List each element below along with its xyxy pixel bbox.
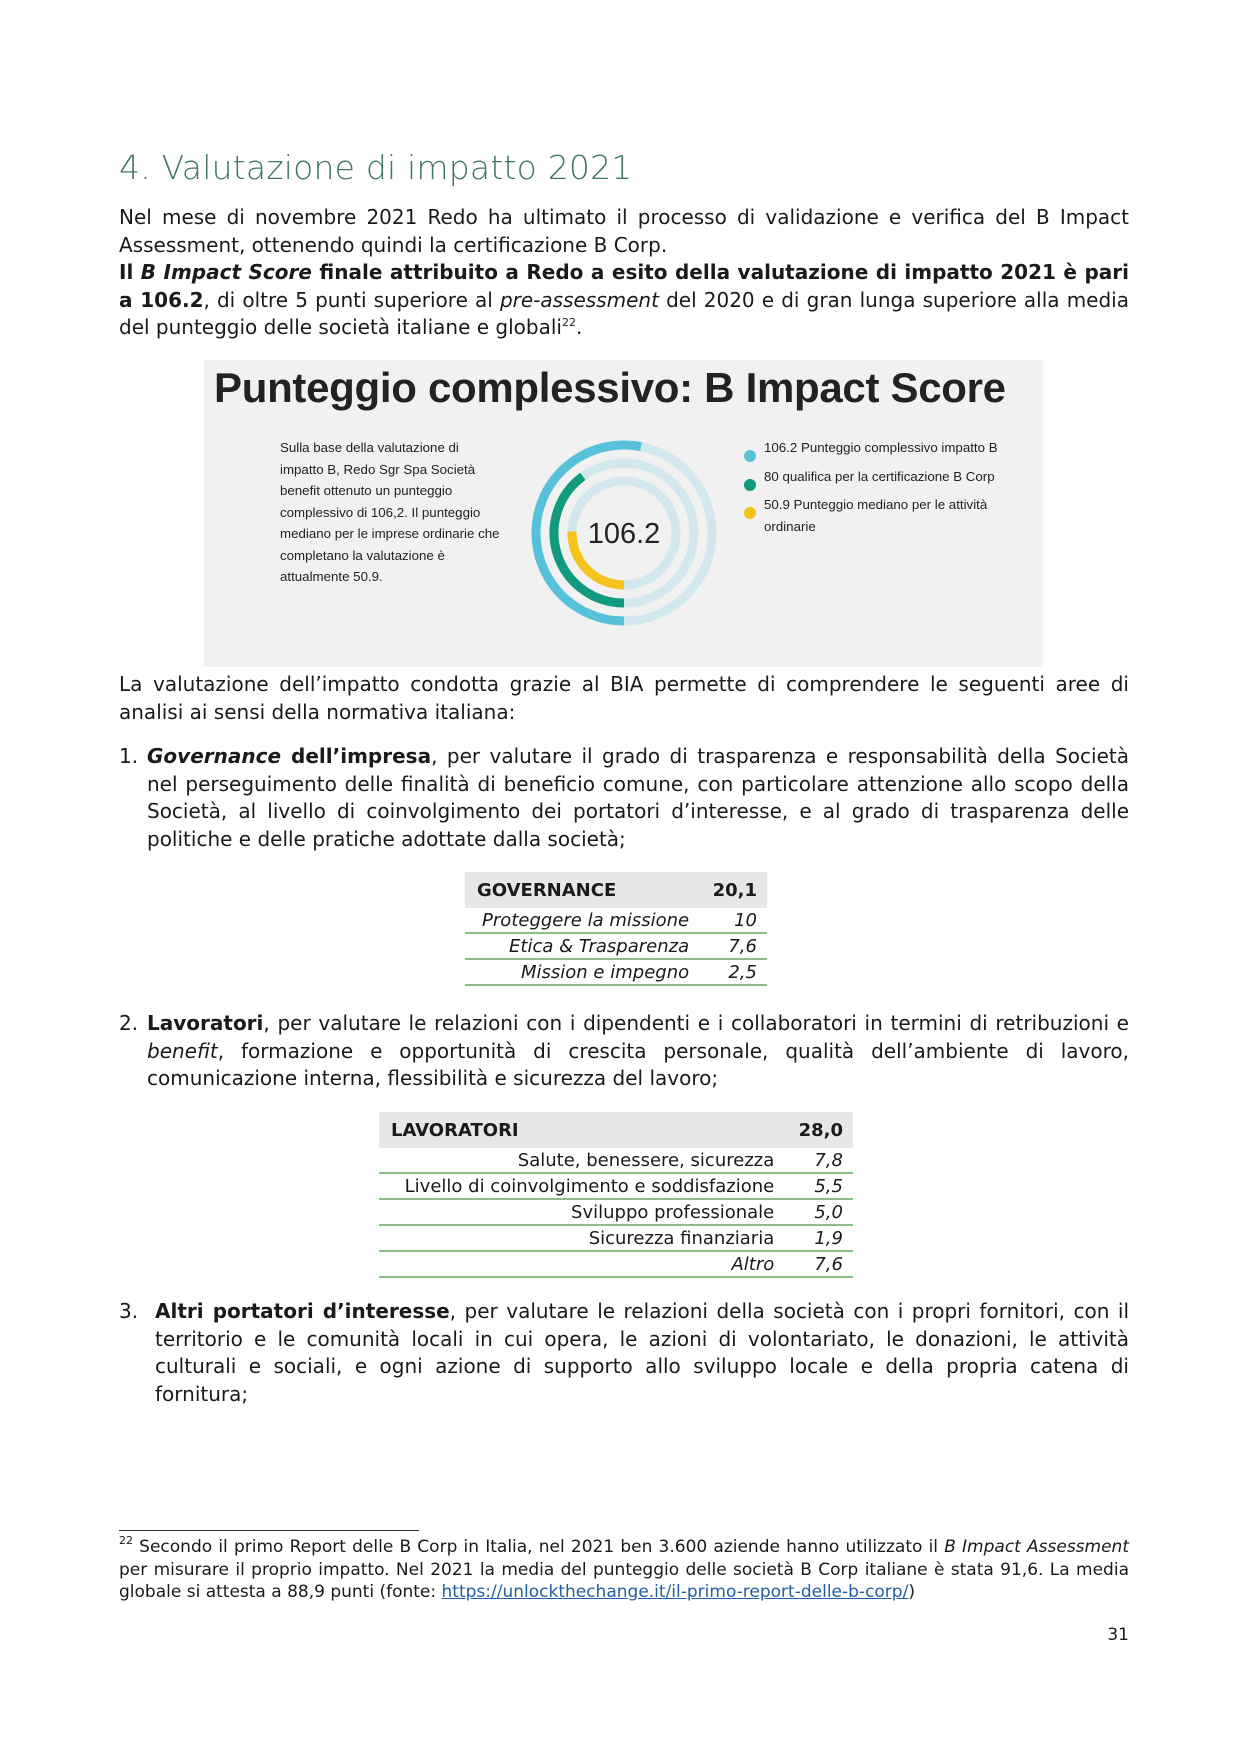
row-value: 7,6: [784, 1251, 853, 1277]
table-row: [379, 1251, 853, 1277]
page-number: 31: [1107, 1625, 1129, 1645]
row-value: 7,8: [784, 1148, 853, 1173]
row-value: 5,5: [784, 1173, 853, 1199]
areas-intro: La valutazione dell’impatto condotta grazie al BIA permette di comprendere le seguenti aree di analisi ai sensi della normativa italiana:: [119, 672, 1129, 724]
intro-text-1: , di oltre 5 punti superiore al: [203, 287, 500, 312]
row-label: Proteggere la missione: [465, 908, 699, 933]
legend-label: 106.2 Punteggio complessivo impatto B: [764, 440, 998, 455]
intro-end: .: [575, 315, 583, 339]
footnote-divider: [119, 1530, 419, 1531]
footnote-text-3: ): [908, 1582, 915, 1602]
workers-table: [379, 1112, 853, 1278]
intro-bold-1: Il: [119, 260, 141, 284]
list-item-stakeholders: [119, 1298, 1129, 1408]
legend-item-threshold: [744, 466, 1004, 488]
legend-label: 80 qualifica per la certificazione B Corp: [764, 468, 995, 484]
legend-dot-icon: [744, 479, 756, 491]
row-value: 1,9: [784, 1225, 853, 1251]
footnote: [119, 1536, 1129, 1604]
intro-bold-italic: B Impact Score: [140, 260, 312, 284]
intro-text-2: del 2020 e di gran lunga superiore alla media del punteggio delle società italiane e globali: [119, 287, 1129, 339]
b-impact-score-figure: [204, 360, 1043, 667]
list-item-workers: [119, 1010, 1129, 1093]
row-label: Salute, benessere, sicurezza: [379, 1148, 784, 1173]
intro-text: [119, 204, 1129, 342]
footnote-text-1: Secondo il primo Report delle B Corp in Italia, nel 2021 ben 3.600 aziende hanno utilizzato il: [133, 1537, 945, 1557]
legend-dot-icon: [744, 507, 756, 519]
section-heading: 4. Valutazione di impatto 2021: [119, 148, 633, 187]
table-row: [465, 933, 767, 959]
footnote-link[interactable]: https://unlockthechange.it/il-primo-report-delle-b-corp/: [441, 1582, 909, 1602]
list-number: 3.: [119, 1299, 139, 1323]
item-text: , per valutare le relazioni della società con i propri fornitori, con il territorio e le comunità locali in cui opera, le azioni di volontariato, le donazioni, le attività culturali e sociali, e ogni azione di supporto allo sviluppo locale e della propria catena di fornitura;: [155, 1299, 1129, 1406]
legend-label: 50.9 Punteggio mediano per le attività ordinarie: [764, 497, 988, 534]
item-bold: dell’impresa: [281, 744, 432, 768]
table-row: [379, 1199, 853, 1225]
intro-paragraph-1: Nel mese di novembre 2021 Redo ha ultimato il processo di validazione e verifica del B Impact Assessment, ottenendo quindi la certificazione B Corp.: [119, 205, 1129, 257]
item-text: , per valutare il grado di trasparenza e responsabilità della Società nel perseguimento delle finalità di beneficio comune, con particolare attenzione allo scopo della Società, al livello di coinvolgimento dei portatori d’interesse, e al grado di trasparenza delle politiche e delle pratiche adottate dalla società;: [147, 744, 1129, 851]
table-row: [379, 1225, 853, 1251]
row-value: 7,6: [699, 933, 767, 959]
row-value: 10: [699, 908, 767, 933]
table-row: [465, 959, 767, 985]
row-label: Livello di coinvolgimento e soddisfazione: [379, 1173, 784, 1199]
item-italic: benefit: [147, 1038, 218, 1063]
intro-italic: pre-assessment: [499, 287, 659, 312]
row-value: 2,5: [699, 959, 767, 985]
list-number: 1.: [119, 744, 139, 768]
item-bold: Altri portatori d’interesse: [155, 1299, 450, 1323]
item-bold-italic: Governance: [147, 744, 282, 768]
footnote-text-2: per misurare il proprio impatto. Nel 2021 la media del punteggio delle società B Corp italiane è stata 91,6. La media globale si attesta a 88,9 punti (fonte:: [119, 1559, 1129, 1602]
row-label: Sicurezza finanziaria: [379, 1225, 784, 1251]
item-text-1: , per valutare le relazioni con i dipendenti e i collaboratori in termini di retribuzioni e: [263, 1011, 1129, 1035]
governance-table: [465, 872, 767, 986]
row-label: Etica & Trasparenza: [465, 933, 699, 959]
table-row: [379, 1173, 853, 1199]
figure-description: Sulla base della valutazione di impatto B, Redo Sgr Spa Società benefit ottenuto un punteggio complessivo di 106,2. Il punteggio mediano per le imprese ordinarie che completano la valutazione è attualmente 50.9.: [280, 440, 500, 584]
figure-title: Punteggio complessivo: B Impact Score: [214, 364, 1006, 411]
row-label: Altro: [379, 1251, 784, 1277]
row-label: Sviluppo professionale: [379, 1199, 784, 1225]
table-total: 28,0: [784, 1112, 853, 1148]
footnote-italic: B Impact Assessment: [944, 1537, 1129, 1557]
table-header: GOVERNANCE: [465, 872, 699, 908]
intro-bold-2: finale attribuito a Redo a esito della valutazione di impatto 2021 è pari a 106.2: [119, 260, 1129, 312]
footnote-ref[interactable]: 22: [561, 316, 576, 329]
row-value: 5,0: [784, 1199, 853, 1225]
chart-legend: [744, 437, 1004, 544]
center-score: 106.2: [587, 518, 661, 550]
table-total: 20,1: [699, 872, 767, 908]
item-bold: Lavoratori: [147, 1011, 264, 1035]
table-row: [379, 1148, 853, 1173]
list-number: 2.: [119, 1011, 139, 1035]
legend-item-total: [744, 437, 1004, 459]
legend-dot-icon: [744, 450, 756, 462]
intro-paragraph-2: [119, 259, 1129, 342]
table-row: [465, 908, 767, 933]
table-header: LAVORATORI: [379, 1112, 784, 1148]
footnote-number: 22: [119, 1534, 133, 1547]
row-label: Mission e impegno: [465, 959, 699, 985]
list-item-governance: [119, 743, 1129, 853]
legend-item-median: [744, 494, 1004, 537]
item-text-2: , formazione e opportunità di crescita personale, qualità dell’ambiente di lavoro, comunicazione interna, flessibilità e sicurezza del lavoro;: [147, 1038, 1129, 1090]
radial-score-chart: [519, 428, 729, 638]
